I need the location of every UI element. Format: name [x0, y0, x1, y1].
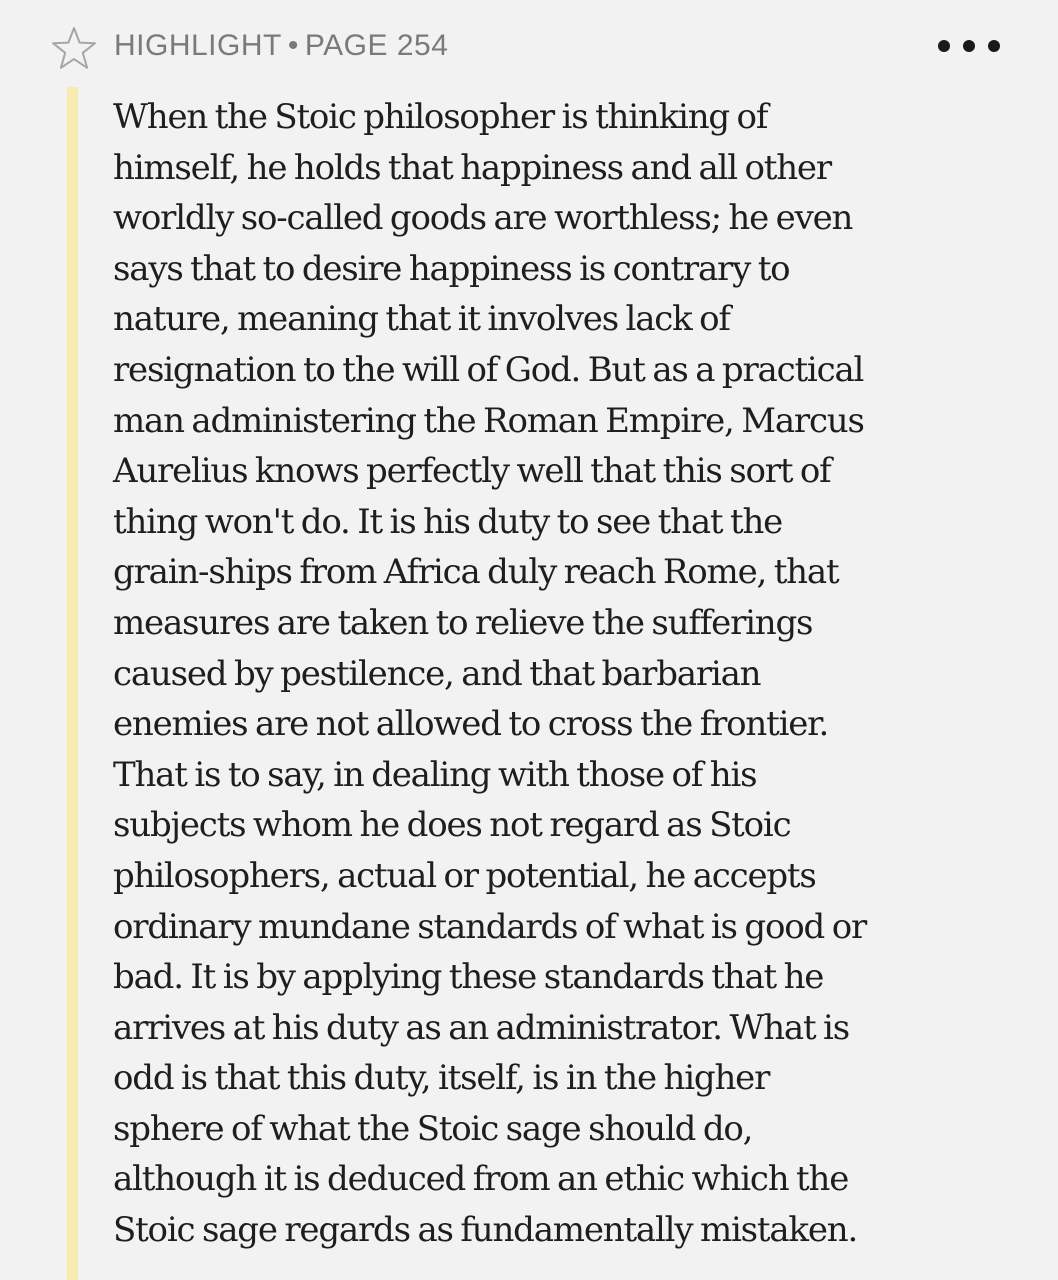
- highlight-line: grain-ships from Africa duly reach Rome, that: [113, 552, 839, 593]
- highlight-line: measures are taken to relieve the sufferings: [113, 602, 813, 643]
- highlight-line: himself, he holds that happiness and all other: [113, 147, 831, 188]
- highlight-line: philosophers, actual or potential, he accepts: [113, 855, 816, 896]
- page-number-label: PAGE 254: [304, 29, 449, 62]
- highlight-line: thing won't do. It is his duty to see that the: [113, 501, 783, 542]
- more-horizontal-icon: [936, 34, 1002, 58]
- highlight-line: Stoic sage regards as fundamentally mistaken.: [113, 1210, 858, 1251]
- highlight-header: [0, 0, 1058, 90]
- highlight-line: resignation to the will of God. But as a practical: [113, 349, 864, 390]
- highlight-text[interactable]: [113, 92, 1043, 1256]
- highlight-line: caused by pestilence, and that barbarian: [113, 653, 761, 694]
- highlight-line: That is to say, in dealing with those of his: [113, 754, 757, 795]
- highlight-line: nature, meaning that it involves lack of: [113, 299, 730, 340]
- highlight-line: odd is that this duty, itself, is in the higher: [113, 1058, 770, 1099]
- separator-dot: •: [287, 29, 299, 62]
- highlight-line: man administering the Roman Empire, Marcus: [113, 400, 864, 441]
- highlight-line: When the Stoic philosopher is thinking of: [113, 97, 768, 137]
- highlight-line: although it is deduced from an ethic which the: [113, 1159, 849, 1200]
- highlight-location-label: [114, 28, 448, 64]
- highlight-type-label: HIGHLIGHT: [114, 29, 282, 62]
- star-outline-icon[interactable]: [50, 25, 98, 73]
- highlight-color-bar: [67, 87, 78, 1280]
- highlight-line: Aurelius knows perfectly well that this sort of: [113, 451, 831, 492]
- highlight-line: says that to desire happiness is contrary to: [113, 248, 790, 289]
- highlight-line: ordinary mundane standards of what is good or: [113, 906, 867, 947]
- more-options-button[interactable]: [936, 34, 1002, 58]
- highlight-line: enemies are not allowed to cross the frontier.: [113, 704, 829, 745]
- highlight-line: sphere of what the Stoic sage should do,: [113, 1108, 753, 1149]
- highlight-line: worldly so-called goods are worthless; he even: [113, 198, 853, 239]
- highlight-line: subjects whom he does not regard as Stoic: [113, 805, 791, 846]
- highlight-line: bad. It is by applying these standards that he: [113, 957, 824, 998]
- highlight-line: arrives at his duty as an administrator. What is: [113, 1007, 849, 1048]
